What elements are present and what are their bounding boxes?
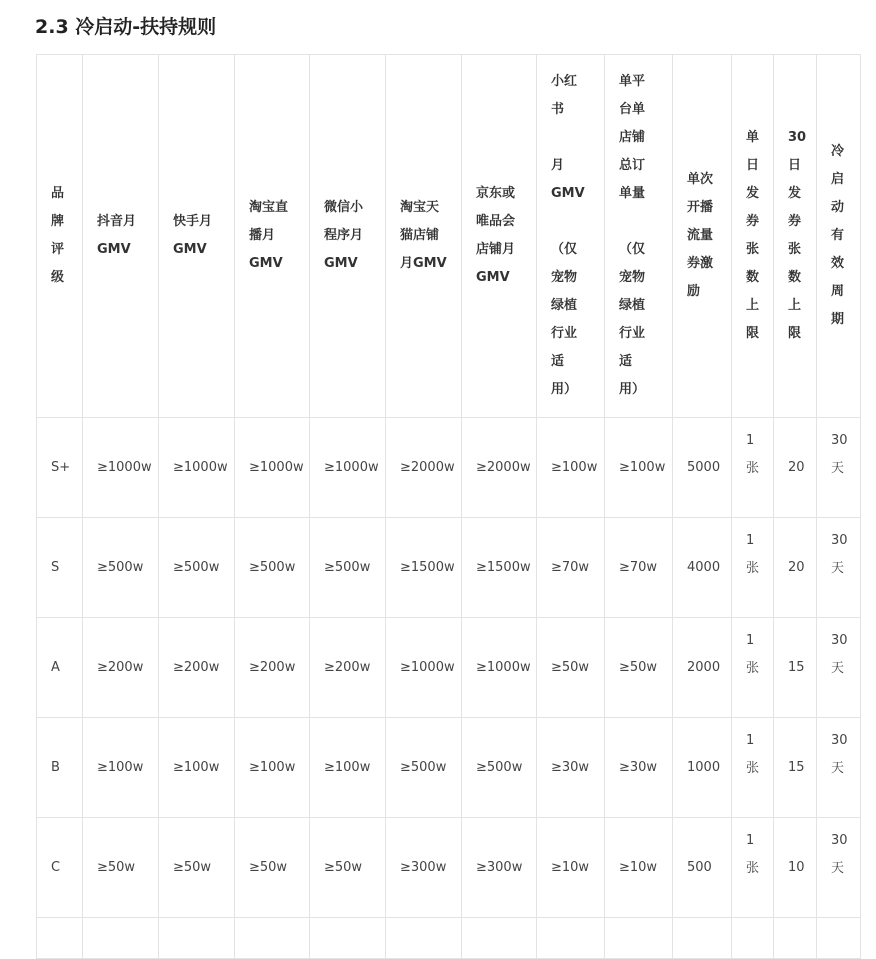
cell-single-store-orders: ≥50w xyxy=(605,618,673,718)
support-rules-table xyxy=(36,54,861,959)
table-row xyxy=(37,418,861,518)
header-30day-coupon-limit: 30 日 发 券 张 数 上 限 xyxy=(774,55,817,418)
header-daily-coupon-limit: 单 日 发 券 张 数 上 限 xyxy=(732,55,774,418)
cell-single-store-orders: ≥30w xyxy=(605,718,673,818)
cell-tmall-store-gmv: ≥300w xyxy=(386,818,462,918)
cell-taobao-live-gmv: ≥1000w xyxy=(235,418,310,518)
cell-tmall-store-gmv: ≥1000w xyxy=(386,618,462,718)
cell-cold-start-period: 30 天 xyxy=(817,518,861,618)
cell-daily-coupon-limit: 1 张 xyxy=(732,718,774,818)
table-row-partial xyxy=(37,918,861,959)
cell-douyin-gmv: ≥100w xyxy=(83,718,159,818)
cell-30day-coupon-limit: 20 xyxy=(774,418,817,518)
cell-xiaohongshu-gmv: ≥50w xyxy=(537,618,605,718)
cell-tmall-store-gmv: ≥2000w xyxy=(386,418,462,518)
header-xiaohongshu-gmv: 小红 书 月 GMV （仅 宠物 绿植 行业 适 用） xyxy=(537,55,605,418)
table-row xyxy=(37,618,861,718)
cell-cold-start-period: 30 天 xyxy=(817,418,861,518)
cell-jd-vip-store-gmv: ≥300w xyxy=(462,818,537,918)
cell-douyin-gmv: ≥1000w xyxy=(83,418,159,518)
cell-empty xyxy=(817,918,861,959)
cell-30day-coupon-limit: 15 xyxy=(774,618,817,718)
cell-kuaishou-gmv: ≥100w xyxy=(159,718,235,818)
cell-wechat-miniprogram-gmv: ≥500w xyxy=(310,518,386,618)
cell-taobao-live-gmv: ≥50w xyxy=(235,818,310,918)
cell-empty xyxy=(673,918,732,959)
cell-traffic-coupon-reward: 500 xyxy=(673,818,732,918)
cell-cold-start-period: 30 天 xyxy=(817,818,861,918)
cell-traffic-coupon-reward: 1000 xyxy=(673,718,732,818)
cell-wechat-miniprogram-gmv: ≥200w xyxy=(310,618,386,718)
header-taobao-live-gmv: 淘宝直 播月 GMV xyxy=(235,55,310,418)
cell-xiaohongshu-gmv: ≥100w xyxy=(537,418,605,518)
cell-jd-vip-store-gmv: ≥2000w xyxy=(462,418,537,518)
cell-traffic-coupon-reward: 5000 xyxy=(673,418,732,518)
header-wechat-miniprogram-gmv: 微信小 程序月 GMV xyxy=(310,55,386,418)
cell-kuaishou-gmv: ≥500w xyxy=(159,518,235,618)
header-jd-vip-store-gmv: 京东或 唯品会 店铺月 GMV xyxy=(462,55,537,418)
cell-empty xyxy=(159,918,235,959)
cell-empty xyxy=(732,918,774,959)
cell-traffic-coupon-reward: 2000 xyxy=(673,618,732,718)
table-row xyxy=(37,718,861,818)
cell-kuaishou-gmv: ≥200w xyxy=(159,618,235,718)
header-kuaishou-gmv: 快手月 GMV xyxy=(159,55,235,418)
cell-rating: B xyxy=(37,718,83,818)
cell-jd-vip-store-gmv: ≥1500w xyxy=(462,518,537,618)
cell-kuaishou-gmv: ≥1000w xyxy=(159,418,235,518)
cell-empty xyxy=(462,918,537,959)
cell-taobao-live-gmv: ≥500w xyxy=(235,518,310,618)
cell-empty xyxy=(83,918,159,959)
cell-xiaohongshu-gmv: ≥30w xyxy=(537,718,605,818)
cell-douyin-gmv: ≥200w xyxy=(83,618,159,718)
header-tmall-store-gmv: 淘宝天 猫店铺 月GMV xyxy=(386,55,462,418)
header-brand-rating: 品 牌 评 级 xyxy=(37,55,83,418)
cell-empty xyxy=(310,918,386,959)
cell-empty xyxy=(774,918,817,959)
cell-30day-coupon-limit: 20 xyxy=(774,518,817,618)
cell-xiaohongshu-gmv: ≥70w xyxy=(537,518,605,618)
cell-rating: A xyxy=(37,618,83,718)
cell-empty xyxy=(605,918,673,959)
cell-empty xyxy=(537,918,605,959)
cell-single-store-orders: ≥70w xyxy=(605,518,673,618)
table-row xyxy=(37,818,861,918)
cell-wechat-miniprogram-gmv: ≥100w xyxy=(310,718,386,818)
header-cold-start-period: 冷 启 动 有 效 周 期 xyxy=(817,55,861,418)
cell-jd-vip-store-gmv: ≥1000w xyxy=(462,618,537,718)
cell-traffic-coupon-reward: 4000 xyxy=(673,518,732,618)
cell-empty xyxy=(37,918,83,959)
cell-daily-coupon-limit: 1 张 xyxy=(732,818,774,918)
cell-empty xyxy=(235,918,310,959)
cell-30day-coupon-limit: 15 xyxy=(774,718,817,818)
cell-single-store-orders: ≥10w xyxy=(605,818,673,918)
cell-tmall-store-gmv: ≥500w xyxy=(386,718,462,818)
cell-30day-coupon-limit: 10 xyxy=(774,818,817,918)
header-single-store-orders: 单平 台单 店铺 总订 单量 （仅 宠物 绿植 行业 适 用） xyxy=(605,55,673,418)
cell-cold-start-period: 30 天 xyxy=(817,618,861,718)
cell-wechat-miniprogram-gmv: ≥1000w xyxy=(310,418,386,518)
cell-daily-coupon-limit: 1 张 xyxy=(732,518,774,618)
cell-daily-coupon-limit: 1 张 xyxy=(732,418,774,518)
cell-jd-vip-store-gmv: ≥500w xyxy=(462,718,537,818)
cell-rating: C xyxy=(37,818,83,918)
cell-single-store-orders: ≥100w xyxy=(605,418,673,518)
table-header-row xyxy=(37,55,861,418)
cell-taobao-live-gmv: ≥200w xyxy=(235,618,310,718)
header-douyin-gmv: 抖音月 GMV xyxy=(83,55,159,418)
table-row xyxy=(37,518,861,618)
cell-taobao-live-gmv: ≥100w xyxy=(235,718,310,818)
cell-empty xyxy=(386,918,462,959)
header-traffic-coupon-reward: 单次 开播 流量 券激 励 xyxy=(673,55,732,418)
cell-douyin-gmv: ≥50w xyxy=(83,818,159,918)
cell-rating: S+ xyxy=(37,418,83,518)
cell-daily-coupon-limit: 1 张 xyxy=(732,618,774,718)
cell-xiaohongshu-gmv: ≥10w xyxy=(537,818,605,918)
section-title: 2.3 冷启动-扶持规则 xyxy=(35,16,217,38)
cell-cold-start-period: 30 天 xyxy=(817,718,861,818)
cell-rating: S xyxy=(37,518,83,618)
cell-douyin-gmv: ≥500w xyxy=(83,518,159,618)
cell-wechat-miniprogram-gmv: ≥50w xyxy=(310,818,386,918)
cell-tmall-store-gmv: ≥1500w xyxy=(386,518,462,618)
cell-kuaishou-gmv: ≥50w xyxy=(159,818,235,918)
